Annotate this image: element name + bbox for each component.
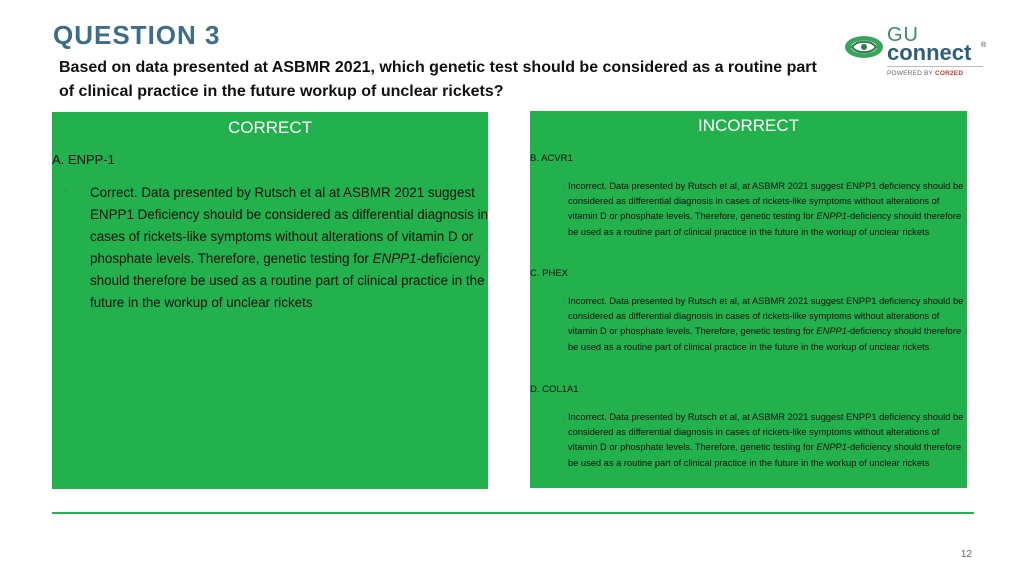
logo-mark-icon — [843, 32, 885, 62]
incorrect-panel — [530, 111, 967, 488]
logo-powered-by: POWERED BY COR2ED — [887, 70, 964, 77]
option-b-label: B. ACVR1 — [530, 153, 573, 164]
bullet-icon: · — [64, 186, 67, 196]
logo-connect-text: connect — [887, 40, 972, 65]
correct-heading: CORRECT — [227, 118, 313, 137]
question-text: Based on data presented at ASBMR 2021, which genetic test should be considered as a routine part of clinical practice in the future workup of unclear rickets? — [59, 59, 817, 100]
option-b-explanation: Incorrect. Data presented by Rutsch et al, at ASBMR 2021 suggest ENPP1 deficiency should be considered as differential diagnosis in cases of rickets-like symptoms without alterations of vitamin D or phosphate levels. Therefore, genetic testing for ENPP1-deficiency should therefore be used as a routine part of clinical practice in the future in the workup of unclear rickets — [568, 181, 964, 237]
bullet-icon: · — [562, 296, 565, 306]
correct-explanation: Correct. Data presented by Rutsch et al at ASBMR 2021 suggest ENPP1 Deficiency should be considered as differential diagnosis in cases of rickets-like symptoms without alterations of vitamin D or phosphate levels. Therefore, genetic testing for ENPP1-deficiency should therefore be used as a routine part of clinical practice in the future in the workup of unclear rickets — [90, 185, 488, 310]
footer-divider — [52, 512, 974, 514]
slide-title: QUESTION 3 — [53, 20, 221, 50]
gu-connect-logo — [843, 26, 993, 82]
option-a-label: A. ENPP-1 — [52, 152, 115, 167]
page-number: 12 — [960, 549, 972, 560]
option-c-explanation: Incorrect. Data presented by Rutsch et al, at ASBMR 2021 suggest ENPP1 deficiency should be considered as differential diagnosis in cases of rickets-like symptoms without alterations of vitamin D or phosphate levels. Therefore, genetic testing for ENPP1-deficiency should therefore be used as a routine part of clinical practice in the future in the workup of unclear rickets — [568, 296, 964, 352]
option-c-label: C. PHEX — [530, 268, 569, 279]
incorrect-heading: INCORRECT — [697, 116, 800, 135]
option-d-label: D. COL1A1 — [530, 384, 579, 395]
logo-divider — [887, 66, 983, 67]
logo-gu-text: GU — [887, 24, 919, 46]
bullet-icon: · — [562, 412, 565, 422]
bullet-icon: · — [562, 181, 565, 191]
option-d-explanation: Incorrect. Data presented by Rutsch et al, at ASBMR 2021 suggest ENPP1 deficiency should be considered as differential diagnosis in cases of rickets-like symptoms without alterations of vitamin D or phosphate levels. Therefore, genetic testing for ENPP1-deficiency should therefore be used as a routine part of clinical practice in the future in the workup of unclear rickets — [568, 412, 964, 468]
correct-panel — [52, 112, 488, 489]
logo-registered-mark: ® — [981, 42, 987, 49]
